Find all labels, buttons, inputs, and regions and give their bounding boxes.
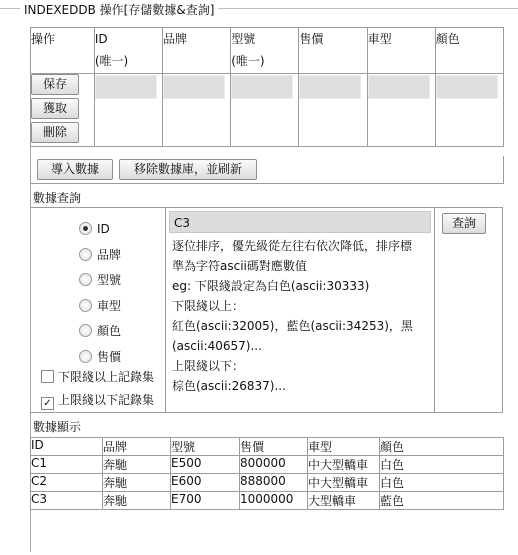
table-row — [31, 474, 504, 492]
column-header: 型號 — [171, 438, 240, 456]
table-cell: C1 — [31, 456, 103, 474]
query-top-border — [30, 207, 503, 208]
query-input-area — [169, 211, 433, 411]
radio-button-icon[interactable] — [79, 248, 92, 261]
table-cell: 888000 — [240, 474, 308, 492]
save-button[interactable]: 保存 — [31, 74, 79, 95]
import-data-button[interactable]: 導入數據 — [37, 159, 113, 180]
color-input[interactable] — [436, 75, 498, 99]
radio-brand[interactable]: 品牌 — [79, 243, 121, 269]
car-type-input[interactable] — [368, 75, 430, 99]
brand-input-cell — [163, 74, 231, 147]
select-button[interactable]: 獲取 — [31, 98, 79, 119]
table-cell: 奔馳 — [103, 492, 171, 510]
table-cell: 藍色 — [380, 492, 504, 510]
column-header: ID — [31, 438, 103, 456]
table-cell: 白色 — [380, 474, 504, 492]
header-price: 售價 — [299, 28, 367, 74]
table-cell: C3 — [31, 492, 103, 510]
model-input-cell — [231, 74, 299, 147]
checkbox-checked-icon[interactable]: ✓ — [41, 397, 54, 410]
header-operation: 操作 — [31, 28, 95, 74]
price-input-cell — [299, 74, 367, 147]
table-cell: E700 — [171, 492, 240, 510]
id-input-cell — [94, 74, 162, 147]
header-model: 型號 (唯一) — [231, 28, 299, 74]
query-field-radios — [79, 217, 121, 370]
remove-db-button[interactable]: 移除數據庫，並刷新 — [119, 159, 257, 180]
table-row — [31, 456, 504, 474]
header-brand: 品牌 — [163, 28, 231, 74]
form-header-row — [31, 28, 504, 74]
form-input-row — [31, 74, 504, 147]
model-input[interactable] — [231, 75, 293, 99]
radio-id[interactable]: ID — [79, 217, 121, 243]
search-button[interactable]: 查詢 — [442, 213, 486, 234]
results-header-row — [31, 438, 504, 456]
radio-price[interactable]: 售價 — [79, 345, 121, 371]
query-bottom-border — [30, 412, 503, 413]
column-header: 車型 — [308, 438, 380, 456]
table-cell: 奔馳 — [103, 474, 171, 492]
checkbox-above-lower[interactable]: 下限綫以上記錄集 — [41, 366, 154, 389]
db-buttons-row — [30, 156, 504, 184]
column-header: 售價 — [240, 438, 308, 456]
radio-button-icon[interactable] — [79, 324, 92, 337]
header-car-type: 車型 — [367, 28, 435, 74]
table-cell: C2 — [31, 474, 103, 492]
checkbox-icon[interactable] — [41, 370, 54, 383]
radio-button-icon[interactable] — [79, 299, 92, 312]
color-input-cell — [435, 74, 503, 147]
radio-button-icon[interactable] — [79, 222, 92, 235]
query-help-text: 逐位排序，優先級從左往右依次降低，排序標 準為字符ascii碼對應數值 eg: 下限綫設定為白色(ascii:30333) 下限綫以上： 紅色(ascii:32005)，藍色(ascii:34253)，黑 (ascii:40657)... 上限綫以下： 棕色(ascii:26837)... — [172, 239, 413, 393]
record-form-table — [30, 27, 504, 147]
table-cell: 大型轎車 — [308, 492, 380, 510]
table-cell: E500 — [171, 456, 240, 474]
query-input[interactable]: C3 — [169, 211, 431, 233]
table-cell: 中大型轎車 — [308, 474, 380, 492]
column-header: 顏色 — [380, 438, 504, 456]
results-table — [30, 437, 504, 510]
table-cell: 奔馳 — [103, 456, 171, 474]
table-cell: E600 — [171, 474, 240, 492]
range-checkboxes — [41, 366, 154, 412]
radio-car-type[interactable]: 車型 — [79, 294, 121, 320]
query-divider-right — [434, 207, 435, 413]
radio-button-icon[interactable] — [79, 350, 92, 363]
car-type-input-cell — [367, 74, 435, 147]
delete-button[interactable]: 刪除 — [31, 122, 79, 143]
query-section-title: 數據查詢 — [33, 191, 82, 205]
checkbox-below-upper[interactable]: ✓ 上限綫以下記錄集 — [41, 389, 154, 412]
fieldset-title: INDEXEDDB 操作[存儲數據&查詢] — [20, 1, 218, 18]
query-border-right — [502, 207, 503, 413]
table-cell: 1000000 — [240, 492, 308, 510]
radio-color[interactable]: 顏色 — [79, 319, 121, 345]
results-section-title: 數據顯示 — [33, 420, 82, 434]
table-cell: 中大型轎車 — [308, 456, 380, 474]
header-id: ID (唯一) — [94, 28, 162, 74]
id-input[interactable] — [95, 75, 157, 99]
query-divider-left — [165, 207, 166, 413]
table-cell: 白色 — [380, 456, 504, 474]
table-cell: 800000 — [240, 456, 308, 474]
radio-button-icon[interactable] — [79, 273, 92, 286]
operation-cell — [31, 74, 95, 147]
price-input[interactable] — [299, 75, 361, 99]
table-row — [31, 492, 504, 510]
brand-input[interactable] — [163, 75, 225, 99]
column-header: 品牌 — [103, 438, 171, 456]
header-color: 顏色 — [435, 28, 503, 74]
radio-model[interactable]: 型號 — [79, 268, 121, 294]
